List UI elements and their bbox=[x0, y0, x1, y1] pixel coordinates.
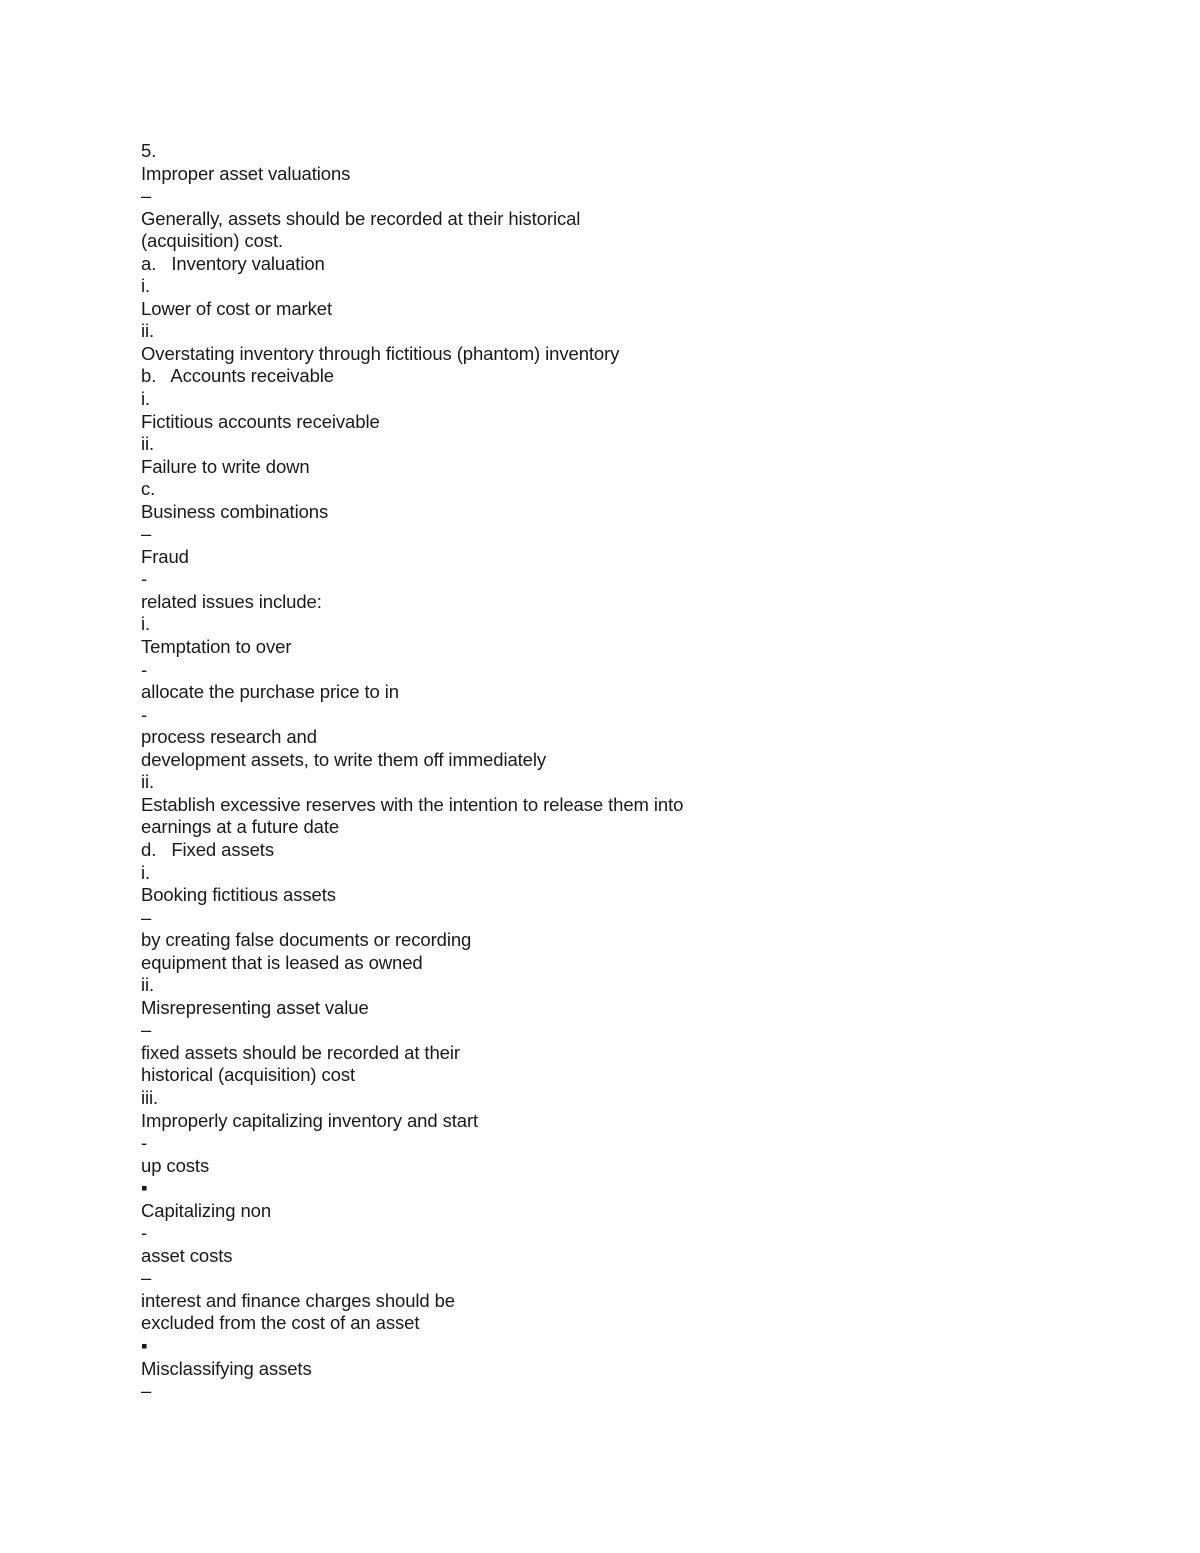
section-number: 5. bbox=[141, 140, 157, 161]
list-marker: i. bbox=[141, 613, 151, 635]
list-marker: ii. bbox=[141, 320, 155, 342]
text-line: development assets, to write them off immediately bbox=[141, 748, 547, 770]
text-line: by creating false documents or recording bbox=[141, 929, 472, 951]
subsection-heading: a. Inventory valuation bbox=[141, 252, 325, 274]
bullet-item: Misclassifying assets bbox=[141, 1357, 312, 1379]
bullet-icon: ▪ bbox=[141, 1334, 148, 1356]
list-item: Booking fictitious assets bbox=[141, 884, 336, 906]
list-marker: ii. bbox=[141, 433, 155, 455]
hyphen-separator: - bbox=[141, 1132, 148, 1154]
list-marker: i. bbox=[141, 861, 151, 883]
subsection-marker: c. bbox=[141, 478, 156, 500]
list-item: Establish excessive reserves with the intention to release them into bbox=[141, 793, 684, 815]
dash-separator: – bbox=[141, 1267, 152, 1289]
list-marker: iii. bbox=[141, 1086, 159, 1108]
text-line: (acquisition) cost. bbox=[141, 230, 284, 252]
list-item: Overstating inventory through fictitious (phantom) inventory bbox=[141, 342, 620, 364]
dash-separator: – bbox=[141, 1380, 152, 1402]
hyphen-separator: - bbox=[141, 1222, 148, 1244]
document-body bbox=[141, 140, 1041, 1403]
text-line: process research and bbox=[141, 726, 317, 748]
section-heading: Improper asset valuations bbox=[141, 162, 351, 184]
list-marker: i. bbox=[141, 388, 151, 410]
list-item: Fictitious accounts receivable bbox=[141, 410, 380, 432]
list-item: Failure to write down bbox=[141, 455, 310, 477]
list-item: Improperly capitalizing inventory and start bbox=[141, 1109, 479, 1131]
text-line: up costs bbox=[141, 1154, 210, 1176]
list-item: Temptation to over bbox=[141, 636, 292, 658]
text-line: interest and finance charges should be bbox=[141, 1289, 455, 1311]
text-line: related issues include: bbox=[141, 590, 322, 612]
hyphen-separator: - bbox=[141, 658, 148, 680]
text-line: historical (acquisition) cost bbox=[141, 1064, 356, 1086]
dash-separator: – bbox=[141, 1019, 152, 1041]
text-line: fixed assets should be recorded at their bbox=[141, 1041, 460, 1063]
subsection-heading: d. Fixed assets bbox=[141, 838, 274, 860]
bullet-icon: ▪ bbox=[141, 1177, 148, 1199]
dash-separator: – bbox=[141, 185, 152, 207]
text-line: Fraud bbox=[141, 545, 189, 567]
subsection-heading: Business combinations bbox=[141, 500, 329, 522]
list-marker: i. bbox=[141, 275, 151, 297]
text-line: equipment that is leased as owned bbox=[141, 951, 423, 973]
dash-separator: – bbox=[141, 523, 152, 545]
text-line: allocate the purchase price to in bbox=[141, 681, 399, 703]
text-line: excluded from the cost of an asset bbox=[141, 1312, 420, 1334]
list-item: Lower of cost or market bbox=[141, 297, 332, 319]
hyphen-separator: - bbox=[141, 568, 148, 590]
subsection-heading: b. Accounts receivable bbox=[141, 365, 334, 387]
hyphen-separator: - bbox=[141, 703, 148, 725]
text-line: asset costs bbox=[141, 1244, 233, 1266]
list-marker: ii. bbox=[141, 974, 155, 996]
bullet-item: Capitalizing non bbox=[141, 1199, 272, 1221]
text-line: earnings at a future date bbox=[141, 816, 340, 838]
list-item: Misrepresenting asset value bbox=[141, 996, 369, 1018]
list-marker: ii. bbox=[141, 771, 155, 793]
dash-separator: – bbox=[141, 906, 152, 928]
text-line: Generally, assets should be recorded at their historical bbox=[141, 207, 581, 229]
